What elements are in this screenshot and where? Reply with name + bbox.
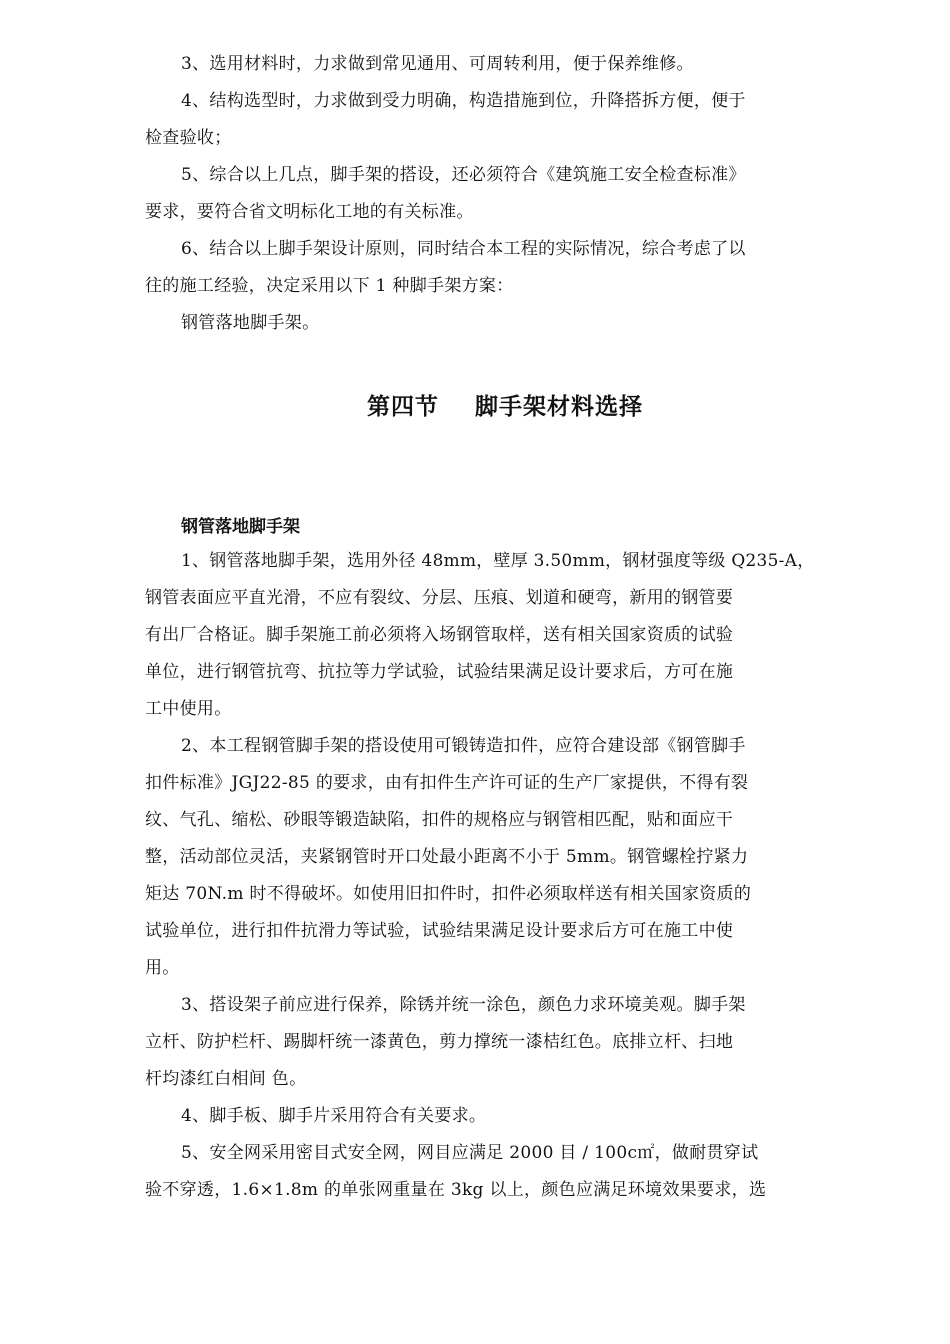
- text-line: 往的施工经验，决定采用以下 1 种脚手架方案：: [145, 276, 514, 296]
- text-line: 扣件标准》JGJ22-85 的要求，由有扣件生产许可证的生产厂家提供，不得有裂: [145, 773, 749, 793]
- text-line: 5、安全网采用密目式安全网，网目应满足 2000 目 / 100c㎡，做耐贯穿试: [181, 1143, 759, 1163]
- text-line: 4、结构选型时，力求做到受力明确，构造措施到位，升降搭拆方便，便于: [181, 91, 746, 111]
- section-title: 第四节 脚手架材料选择: [366, 394, 644, 420]
- subsection-title: 钢管落地脚手架: [181, 517, 300, 537]
- text-line: 整，活动部位灵活，夹紧钢管时开口处最小距离不小于 5mm。钢管螺栓拧紧力: [145, 847, 749, 867]
- text-line: 立杆、防护栏杆、踢脚杆统一漆黄色，剪力撑统一漆桔红色。底排立杆、扫地: [145, 1032, 734, 1052]
- text-line: 3、选用材料时，力求做到常见通用、可周转利用，便于保养维修。: [181, 54, 694, 74]
- text-line: 单位，进行钢管抗弯、抗拉等力学试验，试验结果满足设计要求后，方可在施: [145, 662, 734, 682]
- text-line: 用。: [145, 958, 180, 978]
- text-line: 工中使用。: [145, 699, 232, 719]
- text-line: 1、钢管落地脚手架，选用外径 48mm，壁厚 3.50mm，钢材强度等级 Q235-A，: [181, 551, 815, 571]
- text-line: 6、结合以上脚手架设计原则，同时结合本工程的实际情况，综合考虑了以: [181, 239, 746, 259]
- text-line: 钢管落地脚手架。: [181, 313, 320, 333]
- text-line: 试验单位，进行扣件抗滑力等试验，试验结果满足设计要求后方可在施工中使: [145, 921, 734, 941]
- text-line: 验不穿透，1.6×1.8m 的单张网重量在 3kg 以上，颜色应满足环境效果要求，选: [145, 1180, 767, 1200]
- text-line: 钢管表面应平直光滑，不应有裂纹、分层、压痕、划道和硬弯，新用的钢管要: [145, 588, 734, 608]
- text-line: 有出厂合格证。脚手架施工前必须将入场钢管取样，送有相关国家资质的试验: [145, 625, 734, 645]
- text-line: 杆均漆红白相间 色。: [145, 1069, 307, 1089]
- text-line: 3、搭设架子前应进行保养，除锈并统一涂色，颜色力求环境美观。脚手架: [181, 995, 746, 1015]
- text-line: 5、综合以上几点，脚手架的搭设，还必须符合《建筑施工安全检查标准》: [181, 165, 746, 185]
- text-line: 4、脚手板、脚手片采用符合有关要求。: [181, 1106, 487, 1126]
- text-line: 矩达 70N.m 时不得破坏。如使用旧扣件时，扣件必须取样送有相关国家资质的: [145, 884, 752, 904]
- text-line: 要求，要符合省文明标化工地的有关标准。: [145, 202, 474, 222]
- text-line: 检查验收；: [145, 128, 232, 148]
- text-line: 纹、气孔、缩松、砂眼等锻造缺陷，扣件的规格应与钢管相匹配，贴和面应干: [145, 810, 734, 830]
- text-line: 2、本工程钢管脚手架的搭设使用可锻铸造扣件，应符合建设部《钢管脚手: [181, 736, 746, 756]
